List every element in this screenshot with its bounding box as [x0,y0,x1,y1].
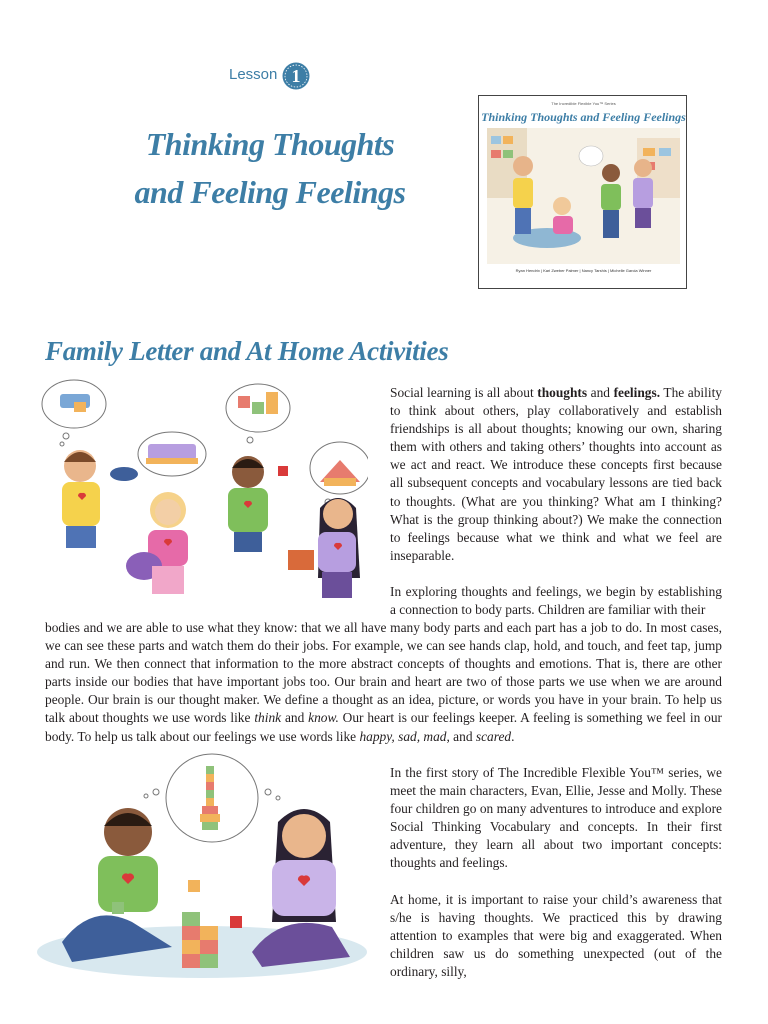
lesson-label: Lesson [229,66,278,83]
bold-term-feelings: feelings. [613,385,661,400]
paragraph-at-home [390,891,722,981]
italic-term-scared: scared [475,728,512,744]
text-run: In the first story of The Incredible Flexible You™ series, we meet the main characters, Evan, Ellie, Jesse and Molly. These four children go on many adventures to introduce and explore Social Thinking Vocabulary and concepts. In their first adventure, they learn all about two important concepts: thoughts and feelings. [390,765,722,871]
paragraph-body-parts-start [390,583,722,619]
text-run: , and [446,728,476,744]
paragraph-first-story [390,764,722,873]
paragraph-intro [390,384,722,565]
cover-title: Thinking Thoughts and Feeling Feelings [481,110,686,124]
cover-authors: Ryan Hendrix | Kari Zweber Palmer | Nancy Tarshis | Michelle Garcia Winner [515,268,652,273]
page-title-line-2: and Feeling Feelings [134,174,406,210]
bold-term-thoughts: thoughts [537,385,588,400]
text-run: and [281,710,309,726]
text-run: bodies and we are able to use what they know: that we all have many body parts and each part has a job to do. In most cases, we can see these parts and watch them do their jobs. For example, we can see hands clap, hold, and touch, and feet tap, jump and run. We then connect that information to the more abstract concepts of thoughts and emotions. That is, there are other parts inside our bodies that have important jobs too. Our brain and heart are two of those parts we use when we are around people. Our brain is our thought maker. We define a thought as an idea, picture, or words you have in your brain. To help us talk about thoughts we use words like [45,620,722,726]
lesson-number-badge [282,62,310,90]
text-run: Social learning is all about [390,385,538,400]
italic-term-think: think [254,710,282,726]
page-title-line-1: Thinking Thoughts [145,126,395,162]
lesson-number: 1 [291,66,301,86]
children-thought-bubbles-illustration [38,378,368,608]
cover-illustration [487,128,680,264]
text-run: . [511,728,515,744]
cover-series: The Incredible Flexible You™ Series [551,101,616,106]
text-run: The ability to think about others, play collaboratively and establish friendships is all about thoughts; knowing our own, sharing them with others and taking others’ thoughts into account as we act and react. We introduce these concepts first because all subsequent concepts and vocabulary lessons are tied back to thoughts. (What are you thinking? What am I thinking? What is the group thinking about?) We make the connection to feelings because what we think and what we feel are inseparable. [390,385,722,563]
text-run: Our heart is our feelings keeper. A feeling is something we feel in our body. To help us talk about our feelings we use words like [45,710,723,744]
section-heading: Family Letter and At Home Activities [45,336,449,366]
text-run: In exploring thoughts and feelings, we begin by establishing a connection to body parts. Children are familiar with their [390,584,722,618]
text-run: and [587,385,614,400]
text-run: At home, it is important to raise your child’s awareness that s/he is having thoughts. We practiced this by drawing attention to examples that were big and exaggerated. When children saw us do something unexpected (out of the ordinary, silly, [390,892,722,980]
children-building-blocks-illustration [32,752,372,987]
paragraph-body-parts [45,619,722,746]
italic-term-feelings: happy, sad, mad [359,728,447,744]
italic-term-know: know. [308,710,339,726]
book-cover [478,95,687,289]
